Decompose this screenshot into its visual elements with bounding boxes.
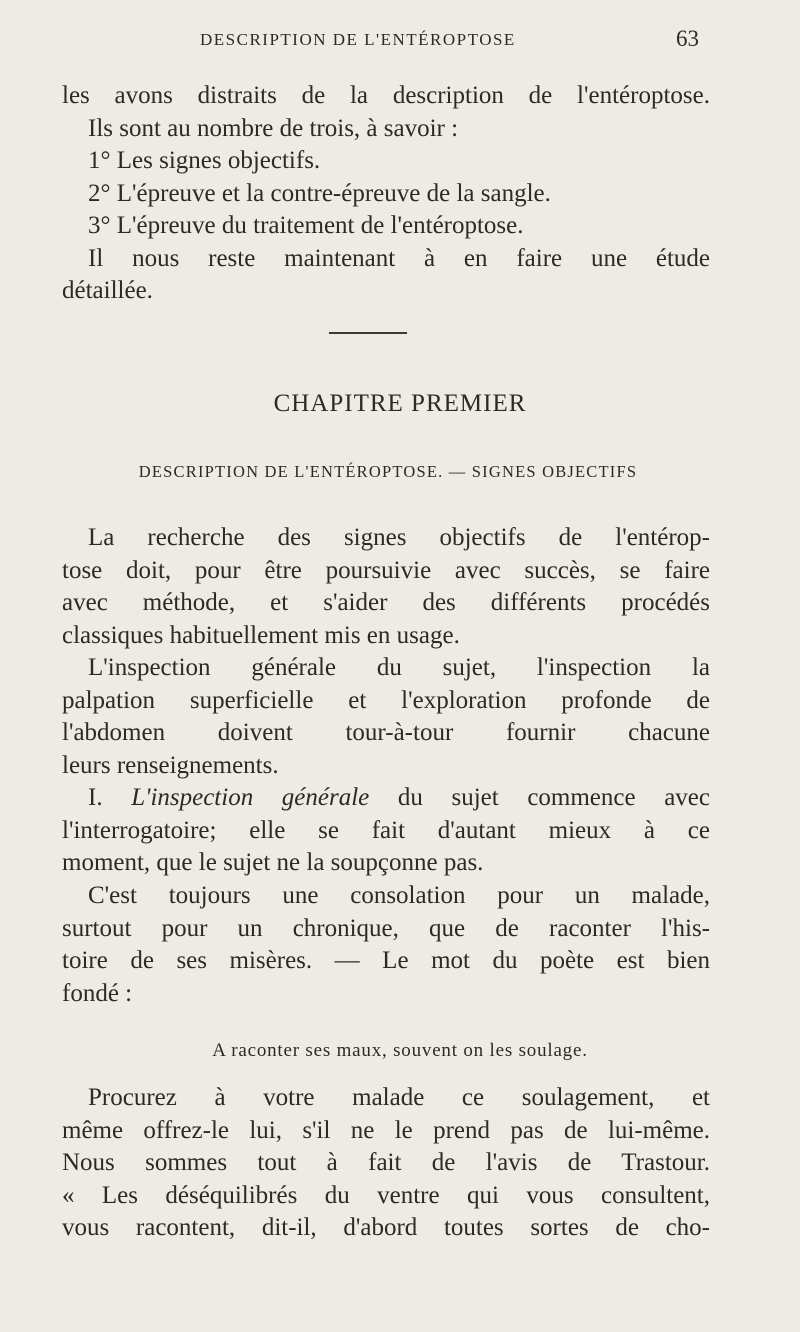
page-number: 63 xyxy=(676,26,699,51)
text-line: avec méthode, et s'aider des différents procédés xyxy=(62,589,710,616)
text-line: La recherche des signes objectifs de l'entérop- xyxy=(88,524,710,551)
chapter-title: CHAPITRE PREMIER xyxy=(273,390,527,417)
text-line: toire de ses misères. — Le mot du poète est bien xyxy=(62,947,710,974)
paragraph xyxy=(62,652,710,782)
section-divider xyxy=(329,332,407,334)
paragraph xyxy=(62,1082,710,1245)
text-line: l'abdomen doivent tour-à-tour fournir chacune xyxy=(62,719,710,746)
text-line: Nous sommes tout à fait de l'avis de Trastour. xyxy=(62,1149,710,1176)
text-line: L'inspection générale du sujet, l'inspection la xyxy=(88,654,710,681)
italic-term: L'inspection générale xyxy=(131,784,370,811)
text-line: fondé : xyxy=(62,979,133,1007)
chapter-subtitle: DESCRIPTION DE L'ENTÉROPTOSE. — SIGNES OBJECTIFS xyxy=(138,462,638,481)
text-line: Il nous reste maintenant à en faire une étude xyxy=(88,244,710,272)
text-line: l'interrogatoire; elle se fait d'autant mieux à ce xyxy=(62,816,710,844)
text-line: leurs renseignements. xyxy=(62,751,279,779)
text-line: vous racontent, dit-il, d'abord toutes sortes de cho- xyxy=(62,1214,710,1241)
running-header: DESCRIPTION DE L'ENTÉROPTOSE xyxy=(200,30,516,49)
paragraph xyxy=(62,782,710,880)
text-line: I. L'inspection générale du sujet commence avec xyxy=(88,784,710,811)
intro-paragraph xyxy=(62,80,710,308)
text-line: palpation superficielle et l'exploration profonde de xyxy=(62,686,710,714)
text-line: même offrez-le lui, s'il ne le prend pas de lui-même. xyxy=(62,1116,710,1144)
text-line: les avons distraits de la description de l'entéroptose. xyxy=(62,82,710,109)
verse-quote: A raconter ses maux, souvent on les soulage. xyxy=(212,1040,588,1061)
text-line: surtout pour un chronique, que de raconter l'his- xyxy=(62,914,710,942)
text-line: classiques habituellement mis en usage. xyxy=(62,621,460,649)
text-line: C'est toujours une consolation pour un malade, xyxy=(88,882,710,909)
text-line: Ils sont au nombre de trois, à savoir : xyxy=(88,114,459,142)
text-line: « Les déséquilibrés du ventre qui vous consultent, xyxy=(62,1181,710,1209)
text-line: Procurez à votre malade ce soulagement, et xyxy=(88,1084,710,1111)
text-line: tose doit, pour être poursuivie avec succès, se faire xyxy=(62,556,710,584)
section-number: I. xyxy=(88,784,132,811)
list-item: 2° L'épreuve et la contre-épreuve de la sangle. xyxy=(88,179,551,207)
text-line: détaillée. xyxy=(62,277,153,304)
list-item: 3° L'épreuve du traitement de l'entéroptose. xyxy=(88,212,524,239)
text-line: moment, que le sujet ne la soupçonne pas. xyxy=(62,849,484,876)
paragraph xyxy=(62,522,710,652)
paragraph xyxy=(62,880,710,1010)
list-item: 1° Les signes objectifs. xyxy=(88,147,321,174)
